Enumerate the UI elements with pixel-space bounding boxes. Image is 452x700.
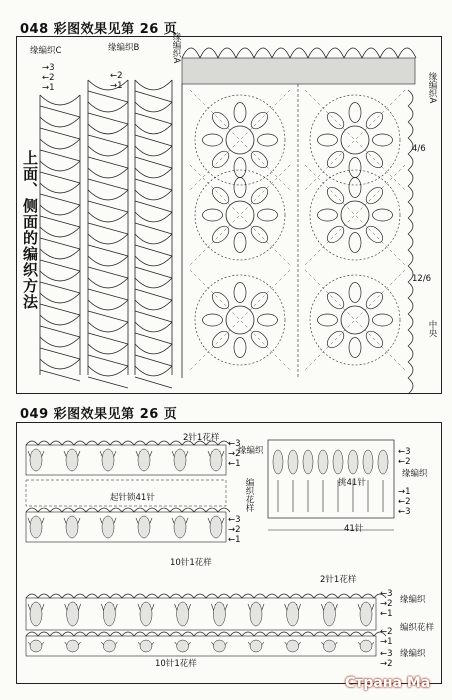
left-bottom-repeat-label: 10针1花样 <box>170 558 212 568</box>
bottom-upper-chart-fan <box>103 602 115 626</box>
row-mark-2: ←2 <box>42 73 55 83</box>
right-chart-fan <box>288 450 298 474</box>
motif-r2-c1-petal <box>318 314 338 326</box>
bottom-lower-chart-fan <box>323 640 335 652</box>
right-chart-fan <box>348 450 358 474</box>
edge-a-top-band <box>182 48 416 58</box>
motif-r2-c0-petal <box>234 338 246 358</box>
left-edge-label: 缘编织 <box>238 446 264 456</box>
bottom-lower-chart-fan <box>250 640 262 652</box>
motif-r0-c1-petal <box>373 134 393 146</box>
edge-c-label: 缘编织C <box>30 46 62 56</box>
motif-r1-c0-petal <box>258 209 278 221</box>
left-chain-band <box>26 480 226 506</box>
left-pattern-label: 编织花样 <box>244 478 254 512</box>
right-width-label: 41针 <box>344 524 364 534</box>
left-lower-chart-fan <box>138 516 150 538</box>
bottom-edge-bottom-label: 缘编织 <box>400 649 426 659</box>
bottom-upper-chart-picots <box>26 594 386 598</box>
edge-a-right-label: 缘编织A <box>427 72 437 104</box>
motif-r0-c1-petal <box>349 103 361 123</box>
bottom-lower-chart-fan <box>103 640 115 652</box>
bottom-lower-chart-fan <box>287 640 299 652</box>
section2-title: 049 彩图效果见第 26 页 <box>20 407 178 422</box>
left-row-mark-6: ←1 <box>228 535 241 545</box>
right-chart-fan <box>303 450 313 474</box>
edge-a-shaded-band <box>182 58 415 84</box>
watermark: Страна Ма <box>345 675 431 691</box>
left-row-mark-4: ←3 <box>228 515 241 525</box>
motif-r0-c0-petal <box>234 158 246 178</box>
bottom-upper-chart-fan <box>177 602 189 626</box>
motif-r2-c0-petal <box>203 314 223 326</box>
motif-r2-c0-diag <box>190 270 290 370</box>
edge-b2-column <box>135 80 172 388</box>
motif-r1-c1-petal <box>349 178 361 198</box>
bottom-upper-chart-fan <box>250 602 262 626</box>
bottom-lower-chart-picots <box>26 632 386 636</box>
bottom-lower-chart-fan <box>67 640 79 652</box>
left-lower-chart-fan <box>210 516 222 538</box>
right-chart-fan <box>273 450 283 474</box>
bottom-lower-chart-fan <box>30 640 42 652</box>
left-lower-chart-fan <box>30 516 42 538</box>
right-chart-frame <box>268 440 394 518</box>
row-mark-1: →3 <box>42 63 55 73</box>
right-row-mark-1: ←3 <box>398 447 411 457</box>
bottom-upper-chart-fan <box>360 602 372 626</box>
bottom-upper-chart-fan <box>213 602 225 626</box>
left-row-mark-2: →2 <box>228 449 241 459</box>
left-row-mark-1: ←3 <box>228 439 241 449</box>
left-lower-chart-fan <box>66 516 78 538</box>
bottom-edge-top-label: 缘编织 <box>400 595 426 605</box>
edge-a-right-band <box>408 90 413 394</box>
motif-r1-c1-diag <box>305 165 405 265</box>
right-row-mark-5: ←3 <box>398 507 411 517</box>
bottom-row-mark-2: →2 <box>380 599 393 609</box>
row-mark-4: ←2 <box>110 71 123 81</box>
bottom-upper-chart-fan <box>30 602 42 626</box>
bottom-upper-chart-fan <box>287 602 299 626</box>
motif-r0-c1-petal <box>318 134 338 146</box>
motif-r0-c0-petal <box>234 103 246 123</box>
bottom-lower-chart-fan <box>213 640 225 652</box>
motif-r1-c1-petal <box>349 233 361 253</box>
right-row-mark-4: ←2 <box>398 497 411 507</box>
bottom-row-mark-1: ←3 <box>380 589 393 599</box>
motif-r0-c1-diag <box>305 90 405 190</box>
left-upper-chart-fan <box>138 449 150 471</box>
motif-r0-c0-diag <box>190 90 290 190</box>
left-lower-chart-picots <box>26 508 230 512</box>
method-vertical-title: 上面、侧面的编织方法 <box>21 150 39 310</box>
motif-r2-c1-diag <box>305 270 405 370</box>
right-chart-fan <box>363 450 373 474</box>
motif-r2-c1-petal <box>349 283 361 303</box>
bottom-row-mark-5: →1 <box>380 637 393 647</box>
motif-r1-c1-petal <box>318 209 338 221</box>
bottom-upper-chart-fan <box>140 602 152 626</box>
frac-bottom-label: 12/6 <box>412 274 432 284</box>
left-row-mark-3: ←1 <box>228 459 241 469</box>
frac-top-label: 4/6 <box>412 144 426 154</box>
edge-b-column <box>88 80 128 388</box>
motif-r2-c0-petal <box>258 314 278 326</box>
right-center-label: 挑41针 <box>338 478 366 488</box>
row-mark-5: →1 <box>110 81 123 91</box>
right-chart-fan <box>318 450 328 474</box>
motif-r1-c0-petal <box>203 209 223 221</box>
left-chain-label: 起针锁41针 <box>110 493 155 503</box>
edge-a-top-label: 缘编织A <box>171 32 181 64</box>
right-chart-fan <box>378 450 388 474</box>
motif-r2-c0-petal <box>234 283 246 303</box>
bottom-bottom-repeat-label: 10针1花样 <box>155 659 197 669</box>
edge-b-label: 缘编织B <box>108 43 140 53</box>
bottom-upper-chart-fan <box>67 602 79 626</box>
motif-r1-c0-petal <box>234 233 246 253</box>
right-row-mark-3: →1 <box>398 487 411 497</box>
motif-r0-c0-petal <box>258 134 278 146</box>
left-upper-chart-fan <box>30 449 42 471</box>
bottom-row-mark-4: ←2 <box>380 627 393 637</box>
center-bottom-label: 中央 <box>427 320 437 337</box>
bottom-upper-chart-fan <box>323 602 335 626</box>
right-chart-fan <box>333 450 343 474</box>
left-row-mark-5: →2 <box>228 525 241 535</box>
motif-r1-c0-diag <box>190 165 290 265</box>
bottom-pattern-label: 编织花样 <box>400 623 435 633</box>
row-mark-3: →1 <box>42 83 55 93</box>
motif-r2-c1-petal <box>349 338 361 358</box>
left-lower-chart-frame <box>26 512 226 542</box>
bottom-lower-chart-fan <box>140 640 152 652</box>
section1-title: 048 彩图效果见第 26 页 <box>20 22 178 37</box>
right-row-mark-2: ←2 <box>398 457 411 467</box>
left-upper-chart-frame <box>26 445 226 475</box>
bottom-repeat-label: 2针1花样 <box>320 575 357 585</box>
bottom-row-mark-7: →2 <box>380 659 393 669</box>
bottom-row-mark-3: ←1 <box>380 609 393 619</box>
left-upper-chart-fan <box>210 449 222 471</box>
bottom-lower-chart-fan <box>360 640 372 652</box>
motif-r1-c0-petal <box>234 178 246 198</box>
left-lower-chart-fan <box>174 516 186 538</box>
edge-c-column <box>40 95 80 381</box>
motif-r0-c1-petal <box>349 158 361 178</box>
left-upper-chart-fan <box>102 449 114 471</box>
left-upper-chart-picots <box>26 441 230 445</box>
bottom-row-mark-6: ←3 <box>380 649 393 659</box>
motif-r1-c1-petal <box>373 209 393 221</box>
left-upper-chart-fan <box>66 449 78 471</box>
right-edge-label: 缘编织 <box>402 469 428 479</box>
motif-r0-c0-petal <box>203 134 223 146</box>
bottom-lower-chart-fan <box>177 640 189 652</box>
left-repeat-label: 2针1花样 <box>183 433 220 443</box>
left-lower-chart-fan <box>102 516 114 538</box>
motif-r2-c1-petal <box>373 314 393 326</box>
left-upper-chart-fan <box>174 449 186 471</box>
